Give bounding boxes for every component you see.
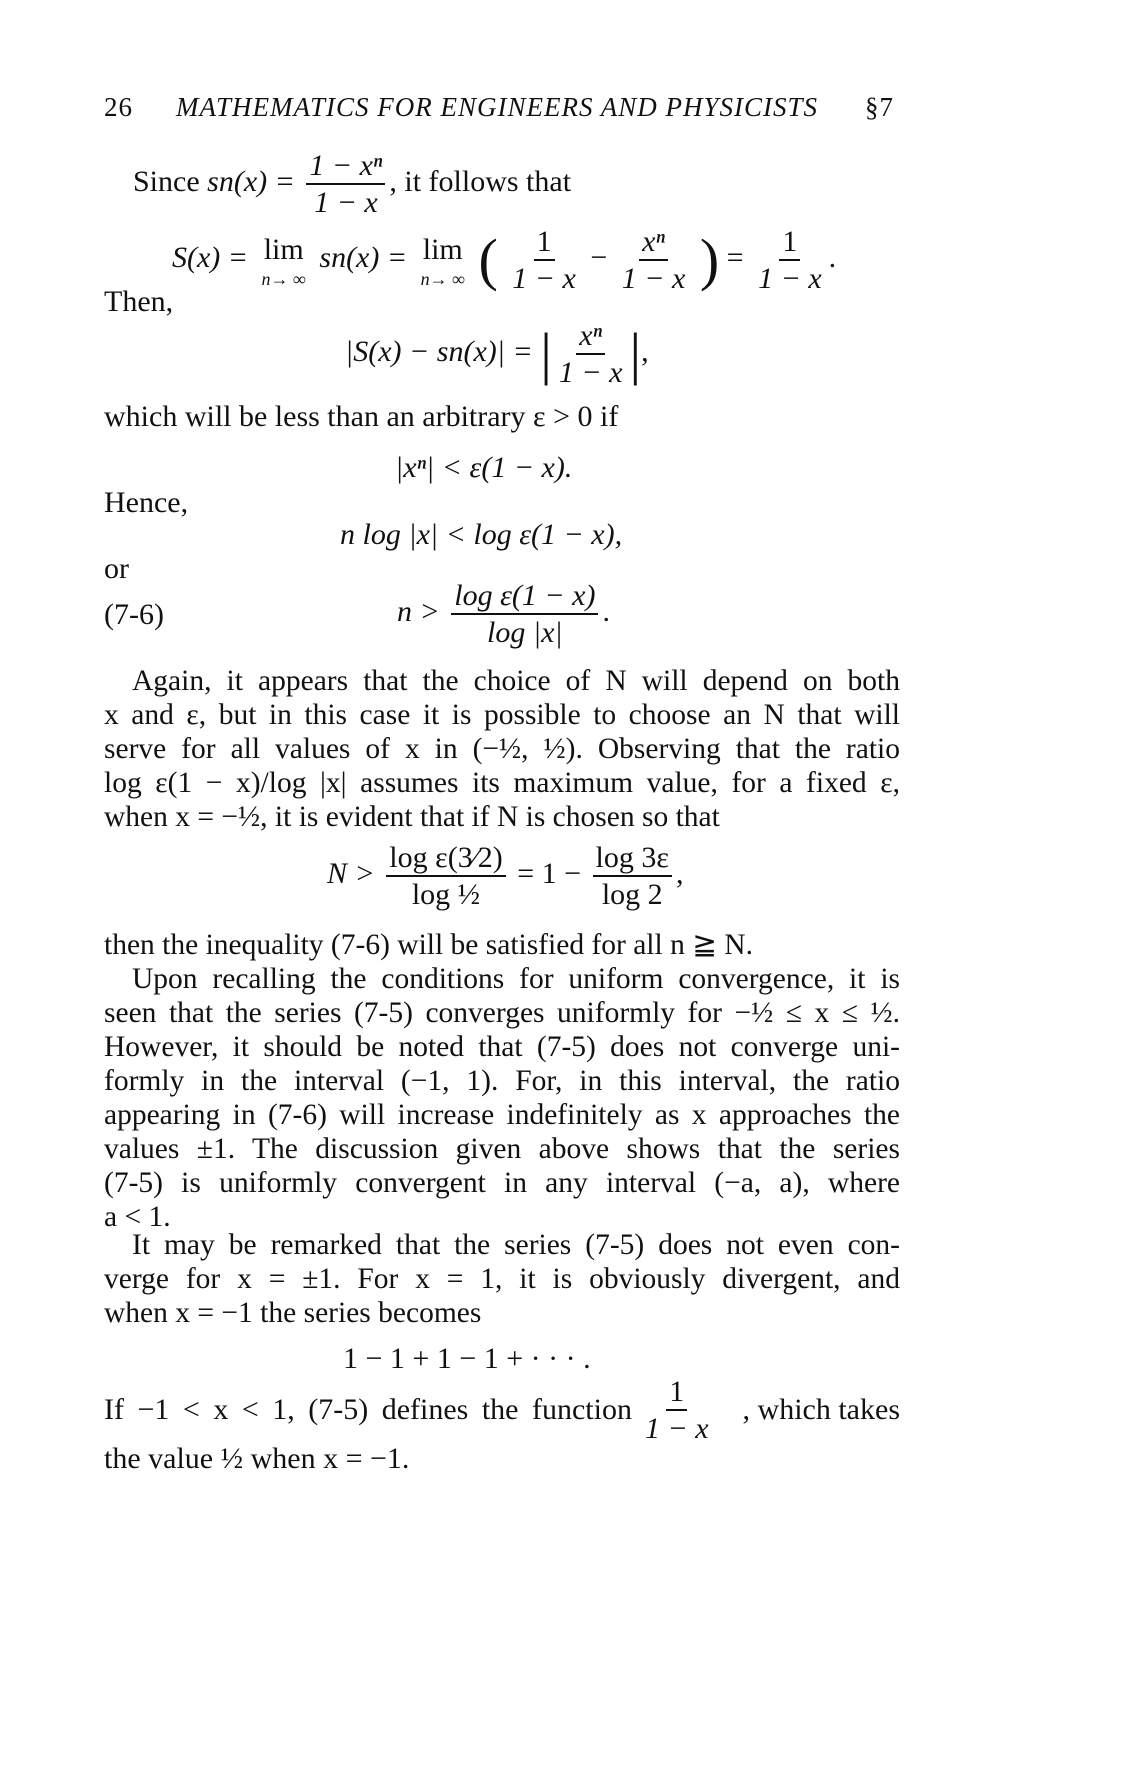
hence-label: Hence, (104, 486, 189, 519)
fraction-1-denominator: 1 − x (512, 261, 576, 295)
if-text: If −1 < x < 1, (7-5) defines the function (104, 1393, 632, 1426)
fraction-3 (755, 226, 825, 294)
function-numerator: 1 (666, 1376, 687, 1411)
lim-word-2: lim (422, 233, 463, 266)
function-fraction (642, 1376, 712, 1444)
or-label: or (104, 552, 129, 585)
lim-sub-2: n→ ∞ (420, 269, 465, 289)
minus-sign: − (590, 240, 608, 274)
sn-numerator: 1 − xⁿ (306, 150, 385, 185)
para4-line-1: It may be remarked that the series (7-5) does not even con- (132, 1229, 900, 1261)
N-fraction-1 (386, 842, 505, 910)
since-word: Since (133, 164, 200, 198)
function-denominator: 1 − x (644, 1411, 709, 1445)
N-fraction-1-denominator: log ½ (411, 877, 481, 911)
N-fraction-2 (593, 842, 672, 910)
para2-line-1: then the inequality (7-6) will be satisfied for all n ≧ N. (104, 929, 753, 961)
it-follows-text: , it follows that (389, 164, 572, 198)
N-fraction-2-denominator: log 2 (601, 877, 663, 911)
fraction-2 (619, 226, 689, 294)
then-label: Then, (104, 285, 174, 318)
para3-line-1: Upon recalling the conditions for uniform convergence, it is (132, 963, 900, 995)
abs-bar-left: | (540, 321, 552, 386)
N-equation: N > $\frac{\text{log ε(3⁄2)}}{\text{log ½}}$ = 1 − $\frac{\log 3\varepsilon}{\log 2}$ , (327, 841, 684, 911)
left-paren: ( (478, 227, 498, 292)
paragraph-upon (104, 962, 900, 1234)
abs-fraction (556, 320, 626, 388)
n-fraction (451, 580, 598, 648)
n-gt: n > (397, 594, 440, 628)
abs-numerator: xⁿ (576, 320, 605, 355)
running-title: MATHEMATICS FOR ENGINEERS AND PHYSICISTS (176, 92, 818, 122)
para1-line-2: x and ε, but in this case it is possible to choose an N that will (104, 699, 900, 731)
N-gt: N > (327, 856, 375, 890)
section-mark: §7 (865, 92, 894, 122)
since-line (133, 150, 571, 218)
sn-x: sn(x) = (319, 240, 408, 274)
n-denominator: log |x| (487, 615, 563, 649)
lim-sub-1: n→ ∞ (261, 269, 306, 289)
lim-word-1: lim (263, 233, 304, 266)
para3-line-5: appearing in (7-6) will increase indefinitely as x approaches the (104, 1099, 900, 1131)
sn-fraction (306, 150, 385, 218)
inequality-1: |xⁿ| < ε(1 − x). (395, 451, 573, 484)
equals-sign: = (726, 240, 744, 274)
para1-line-3: serve for all values of x in (−½, ½). Observing that the ratio (104, 733, 900, 765)
right-paren: ) (699, 227, 720, 292)
fraction-3-numerator: 1 (779, 226, 800, 261)
abs-equation: |S(x) − sn(x)| = | $\frac{\text{xⁿ}}{1 - x}$ |, (345, 319, 649, 389)
series-display: 1 − 1 + 1 − 1 + · · · . (343, 1342, 591, 1375)
para3-line-6: values ±1. The discussion given above shows that the series (104, 1133, 900, 1165)
limit-2 (421, 231, 465, 289)
which-will-line: which will be less than an arbitrary ε > 0 if (104, 400, 619, 433)
S-lhs: S(x) = (172, 240, 249, 274)
para3-line-2: seen that the series (7-5) converges uniformly for −½ ≤ x ≤ ½. (104, 997, 900, 1029)
fraction-2-numerator: xⁿ (639, 226, 668, 261)
abs-bar-right: | (629, 321, 642, 386)
inequality-2: n log |x| < log ε(1 − x), (340, 518, 623, 551)
paragraph-again (104, 664, 900, 834)
fraction-1-numerator: 1 (534, 226, 555, 261)
para1-line-1: Again, it appears that the choice of N will depend on both (132, 665, 900, 697)
if-line (104, 1376, 900, 1444)
paragraph-then (104, 928, 900, 962)
N-fraction-2-numerator: log 3ε (593, 842, 672, 877)
page-number: 26 (104, 92, 133, 122)
para1-line-5: when x = −½, it is evident that if N is chosen so that (104, 801, 720, 833)
fraction-3-denominator: 1 − x (758, 261, 822, 295)
one-minus: = 1 − (517, 856, 582, 890)
para4-line-3: when x = −1 the series becomes (104, 1297, 482, 1329)
paragraph-remarked (104, 1228, 900, 1330)
para3-line-7: (7-5) is uniformly convergent in any interval (−a, a), where (104, 1167, 900, 1199)
para4-line-2: verge for x = ±1. For x = 1, it is obviously divergent, and (104, 1263, 900, 1295)
limit-equation: S(x) = lim n→ ∞ sn(x) = lim n→ ∞ ( $\frac{1}{1 - x}$ − $\frac{\text{xⁿ}}{1 - x}$ ) = $\frac{1}{1 - x}$ . (172, 225, 837, 295)
abs-lhs: |S(x) − sn(x)| = (345, 334, 533, 368)
n-numerator: log ε(1 − x) (451, 580, 598, 615)
fraction-1 (509, 226, 579, 294)
abs-denominator: 1 − x (558, 355, 623, 389)
equation-7-6: n > $\frac{\text{log ε(1 − x)}}{\log |x|}$ . (397, 579, 610, 649)
fraction-2-denominator: 1 − x (621, 261, 686, 295)
para3-line-8: a < 1. (104, 1201, 171, 1233)
final-line: the value ½ when x = −1. (104, 1442, 410, 1475)
sn-lhs: sn(x) = (207, 164, 295, 198)
N-fraction-1-numerator: log ε(3⁄2) (386, 842, 505, 877)
para3-line-3: However, it should be noted that (7-5) does not converge uni- (104, 1031, 900, 1063)
which-takes-text: , which takes (742, 1393, 900, 1426)
para3-line-4: formly in the interval (−1, 1). For, in this interval, the ratio (104, 1065, 900, 1097)
sn-denominator: 1 − x (314, 185, 378, 219)
equation-label: (7-6) (104, 598, 164, 631)
para1-line-4: log ε(1 − x)/log |x| assumes its maximum value, for a fixed ε, (104, 767, 900, 799)
limit-1 (262, 231, 306, 289)
